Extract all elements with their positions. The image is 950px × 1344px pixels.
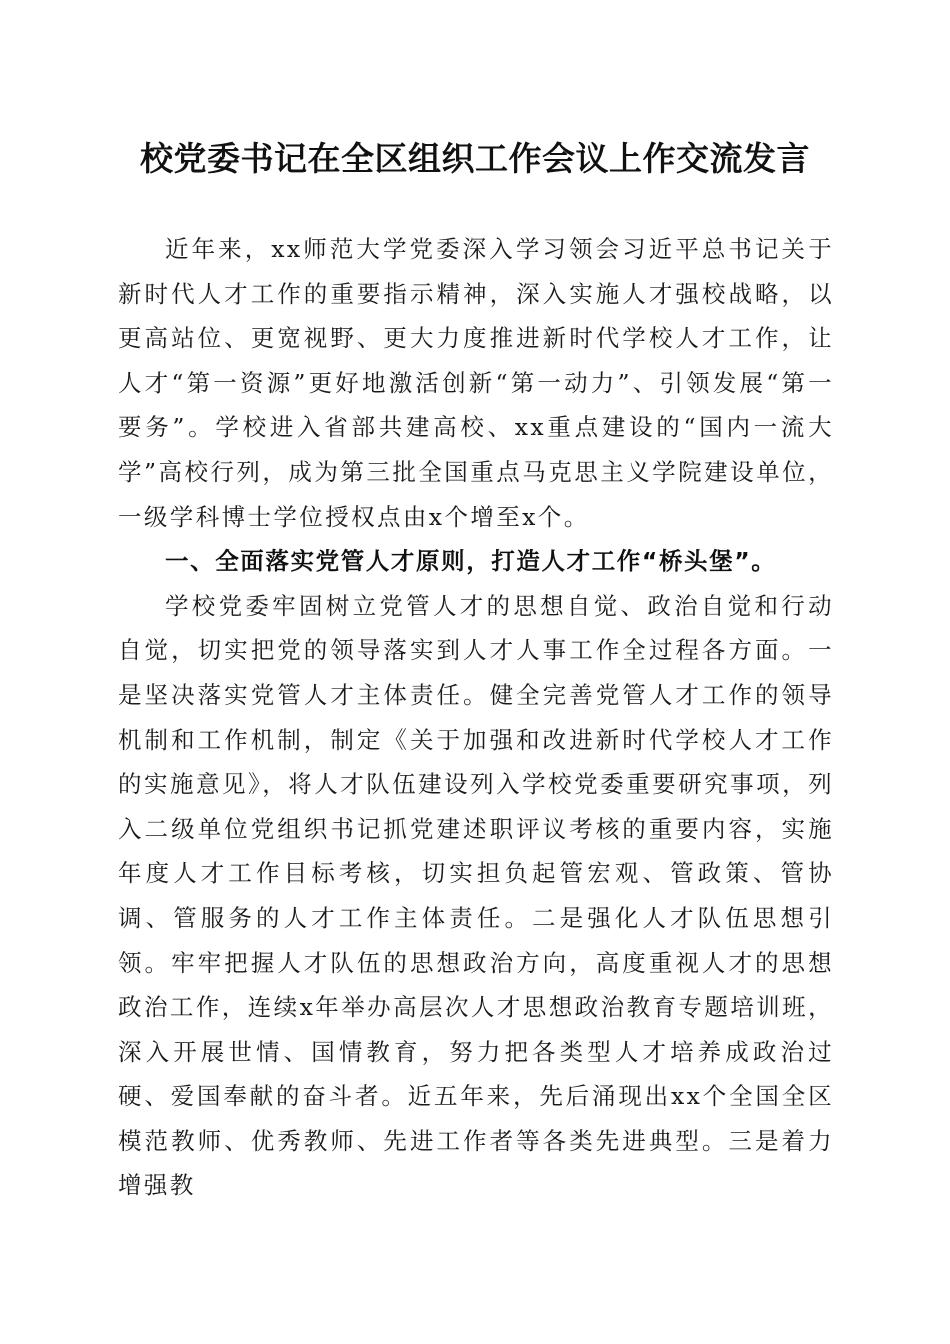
document-body <box>118 227 834 1208</box>
document-title: 校党委书记在全区组织工作会议上作交流发言 <box>140 139 810 178</box>
section-heading: 一、全面落实党管人才原则，打造人才工作“桥头堡”。 <box>165 547 777 576</box>
section-paragraph: 学校党委牢固树立党管人才的思想自觉、政治自觉和行动自觉，切实把党的领导落实到人才人事工作全过程各方面。一是坚决落实党管人才主体责任。健全完善党管人才工作的领导机制和工作机制，制定《关于加强和改进新时代学校人才工作的实施意见》，将人才队伍建设列入学校党委重要研究事项，列入二级单位党组织书记抓党建述职评议考核的重要内容，实施年度人才工作目标考核，切实担负起管宏观、管政策、管协调、管服务的人才工作主体责任。二是强化人才队伍思想引领。牢牢把握人才队伍的思想政治方向，高度重视人才的思想政治工作，连续x年举办高层次人才思想政治教育专题培训班，深入开展世情、国情教育，努力把各类型人才培养成政治过硬、爱国奉献的奋斗者。近五年来，先后涌现出xx个全国全区模范教师、优秀教师、先进工作者等各类先进典型。三是着力增强教 <box>118 591 834 1200</box>
intro-paragraph: 近年来，xx师范大学党委深入学习领会习近平总书记关于新时代人才工作的重要指示精神，深入实施人才强校战略，以更高站位、更宽视野、更大力度推进新时代学校人才工作，让人才“第一资源”更好地激活创新“第一动力”、引领发展“第一要务”。学校进入省部共建高校、xx重点建设的“国内一流大学”高校行列，成为第三批全国重点马克思主义学院建设单位，一级学科博士学位授权点由x个增至x个。 <box>118 235 834 531</box>
